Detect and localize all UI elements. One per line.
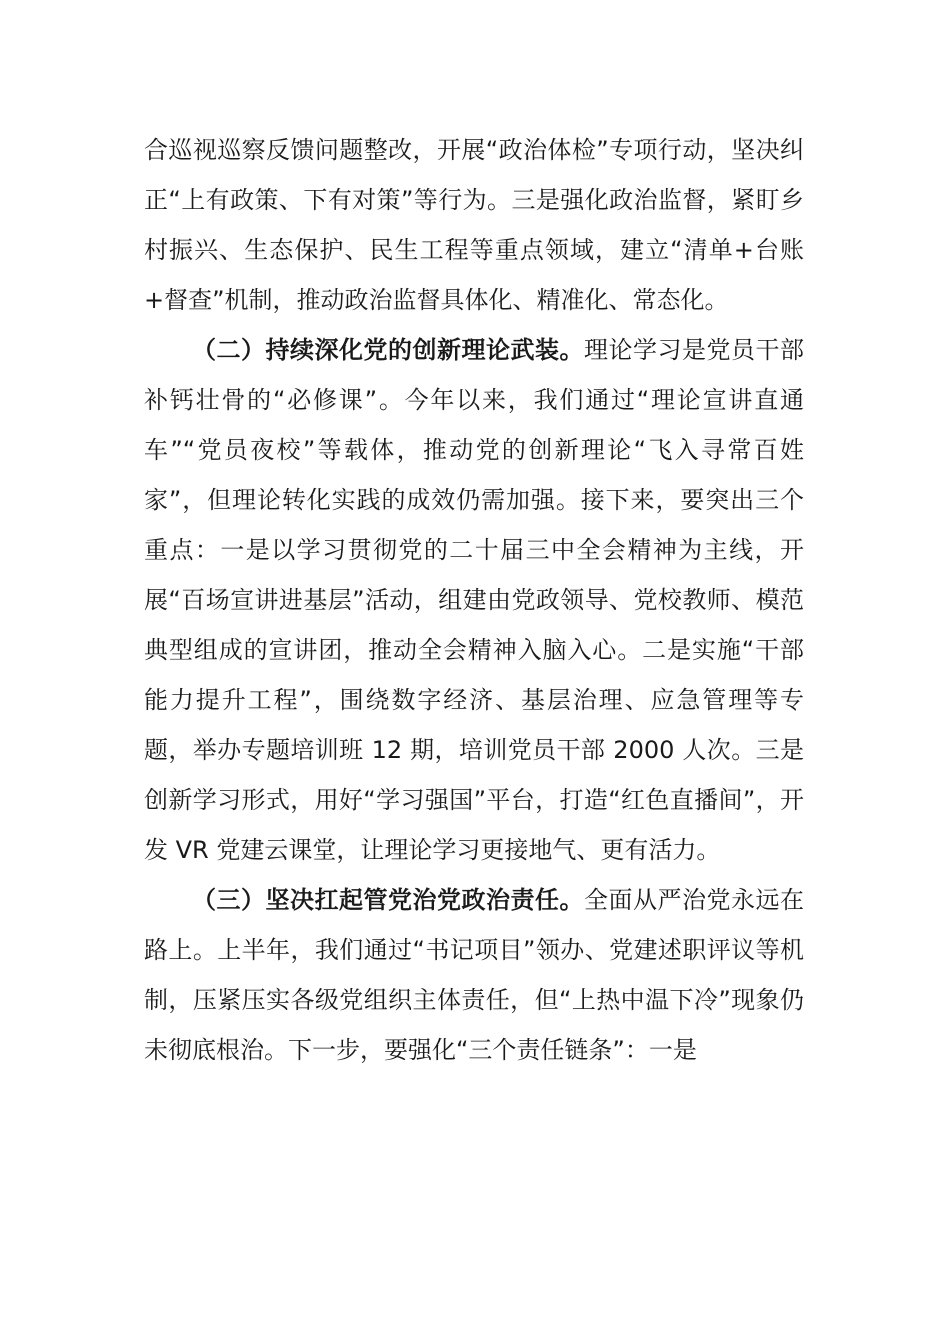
section-heading: （二）持续深化党的创新理论武装。 bbox=[192, 336, 584, 364]
paragraph-section-3 bbox=[144, 875, 804, 1075]
paragraph-text: 合巡视巡察反馈问题整改，开展“政治体检”专项行动，坚决纠正“上有政策、下有对策”等行为。三是强化政治监督，紧盯乡村振兴、生态保护、民生工程等重点领域，建立“清单+台账+督查”机制，推动政治监督具体化、精准化、常态化。 bbox=[144, 136, 804, 314]
paragraph-section-2 bbox=[144, 325, 804, 875]
paragraph-text: 理论学习是党员干部补钙壮骨的“必修课”。今年以来，我们通过“理论宣讲直通车”“党员夜校”等载体，推动党的创新理论“飞入寻常百姓家”，但理论转化实践的成效仍需加强。接下来，要突出三个重点：一是以学习贯彻党的二十届三中全会精神为主线，开展“百场宣讲进基层”活动，组建由党政领导、党校教师、模范典型组成的宣讲团，推动全会精神入脑入心。二是实施“干部能力提升工程”，围绕数字经济、基层治理、应急管理等专题，举办专题培训班 12 期，培训党员干部 2000 人次。三是创新学习形式，用好“学习强国”平台，打造“红色直播间”，开发 VR 党建云课堂，让理论学习更接地气、更有活力。 bbox=[144, 336, 804, 864]
document-body bbox=[144, 125, 804, 1075]
section-heading: （三）坚决扛起管党治党政治责任。 bbox=[192, 886, 584, 914]
paragraph-continuation bbox=[144, 125, 804, 325]
paragraph-text: 全面从严治党永远在路上。上半年，我们通过“书记项目”领办、党建述职评议等机制，压紧压实各级党组织主体责任，但“上热中温下冷”现象仍未彻底根治。下一步，要强化“三个责任链条”：一是 bbox=[144, 886, 804, 1064]
